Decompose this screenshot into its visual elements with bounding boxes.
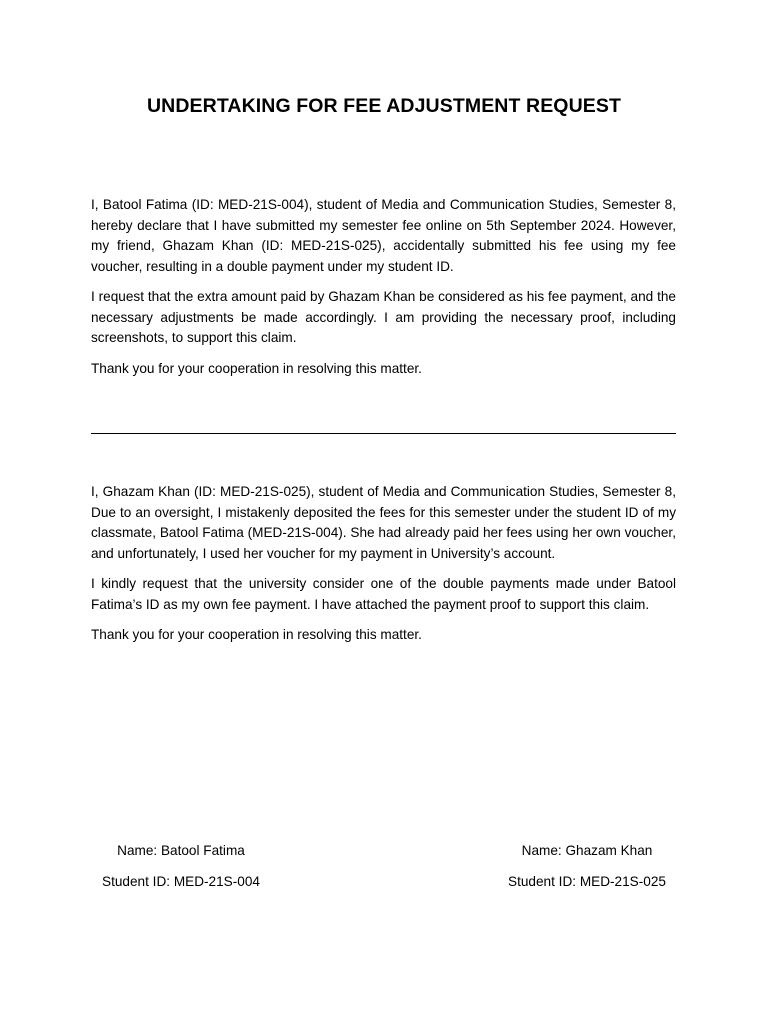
- section1-paragraph-2: I request that the extra amount paid by Ghazam Khan be considered as his fee payment, and the necessary adjustments be made accordingly. I am providing the necessary proof, including screenshots, to support this claim.: [91, 289, 676, 346]
- section1-paragraph-3: Thank you for your cooperation in resolving this matter.: [91, 361, 422, 376]
- section2-paragraph-3: Thank you for your cooperation in resolving this matter.: [91, 627, 422, 642]
- signature-right-student-id: Student ID: MED-21S-025: [508, 874, 666, 889]
- section2-paragraph-2: I kindly request that the university consider one of the double payments made under Batool Fatima’s ID as my own fee payment. I have attached the payment proof to support this claim.: [91, 576, 676, 612]
- section2-paragraph-1: I, Ghazam Khan (ID: MED-21S-025), student of Media and Communication Studies, Semester 8, Due to an oversight, I mistakenly deposited the fees for this semester under the student ID of my classmate, Batool Fatima (MED-21S-004). She had already paid her fees using her own voucher, and unfortunately, I used her voucher for my payment in University’s account.: [91, 484, 676, 561]
- signature-left-student-id: Student ID: MED-21S-004: [102, 874, 260, 889]
- section1-paragraph-1: I, Batool Fatima (ID: MED-21S-004), student of Media and Communication Studies, Semester 8, hereby declare that I have submitted my semester fee online on 5th September 2024. However, my friend, Ghazam Khan (ID: MED-21S-025), accidentally submitted his fee using my fee voucher, resulting in a double payment under my student ID.: [91, 197, 676, 274]
- signature-left-name: Name: Batool Fatima: [117, 843, 245, 858]
- section-divider: [91, 433, 676, 434]
- document-title: UNDERTAKING FOR FEE ADJUSTMENT REQUEST: [147, 95, 621, 117]
- signature-right-name: Name: Ghazam Khan: [521, 843, 653, 858]
